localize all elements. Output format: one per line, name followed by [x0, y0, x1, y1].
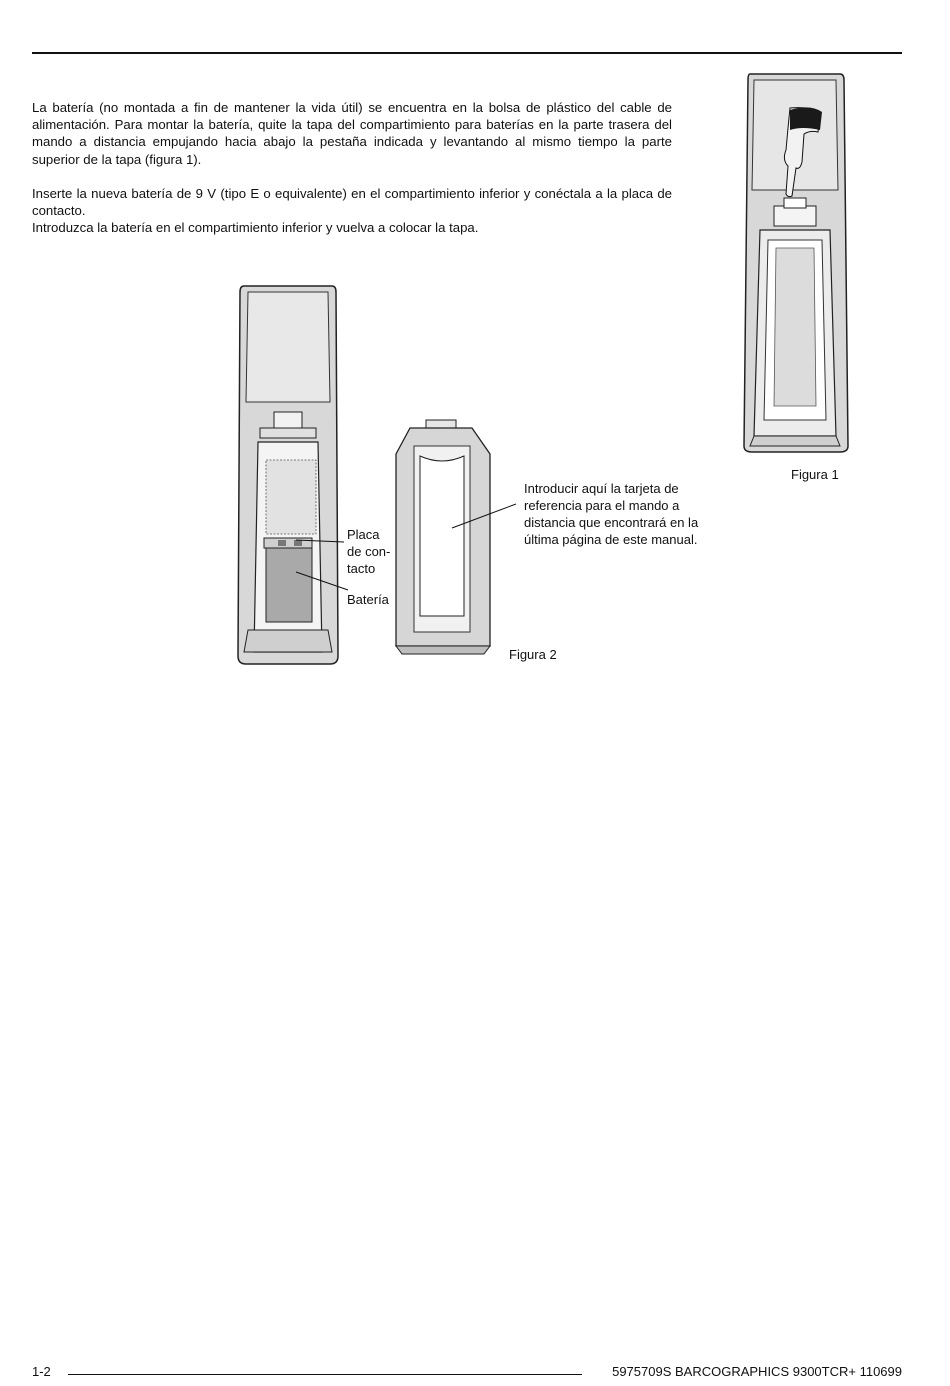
intro-paragraph: La batería (no montada a fin de mantener la vida útil) se encuentra en la bolsa de plástico del cable de alimentación. Para montar la batería, quite la tapa del compartimiento para baterías en la parte trasera del mando a distancia empujando hacia abajo la pestaña indicada y levantando al mismo tiempo la parte superior de la tapa (figura 1).	[32, 100, 672, 167]
figure-2-cover-illustration	[394, 420, 494, 660]
figure-1-caption: Figura 1	[791, 467, 839, 482]
card-note-line-2: referencia para el mando a	[524, 498, 680, 513]
footer-rule	[68, 1374, 582, 1375]
card-note-line-1: Introducir aquí la tarjeta de	[524, 481, 679, 496]
header-rule	[32, 52, 902, 54]
figure-2-remote-battery-illustration	[236, 282, 340, 668]
placa-label-line-3: tacto	[347, 561, 376, 576]
page-number: 1-2	[32, 1364, 51, 1379]
placa-label-line-2: de con-	[347, 544, 391, 559]
figure-2-caption: Figura 2	[509, 647, 557, 662]
document-reference: 5975709S BARCOGRAPHICS 9300TCR+ 110699	[612, 1364, 902, 1379]
bateria-label: Batería	[347, 592, 389, 607]
card-note-line-4: última página de este manual.	[524, 532, 698, 547]
figure-1-remote-illustration	[740, 70, 850, 460]
placa-label-line-1: Placa	[347, 527, 380, 542]
card-note-line-3: distancia que encontrará en la	[524, 515, 699, 530]
replace-cover-paragraph: Introduzca la batería en el compartimiento inferior y vuelva a colocar la tapa.	[32, 220, 479, 235]
insert-battery-paragraph: Inserte la nueva batería de 9 V (tipo E o equivalente) en el compartimiento inferior y conéctala a la placa de contacto.	[32, 186, 672, 219]
